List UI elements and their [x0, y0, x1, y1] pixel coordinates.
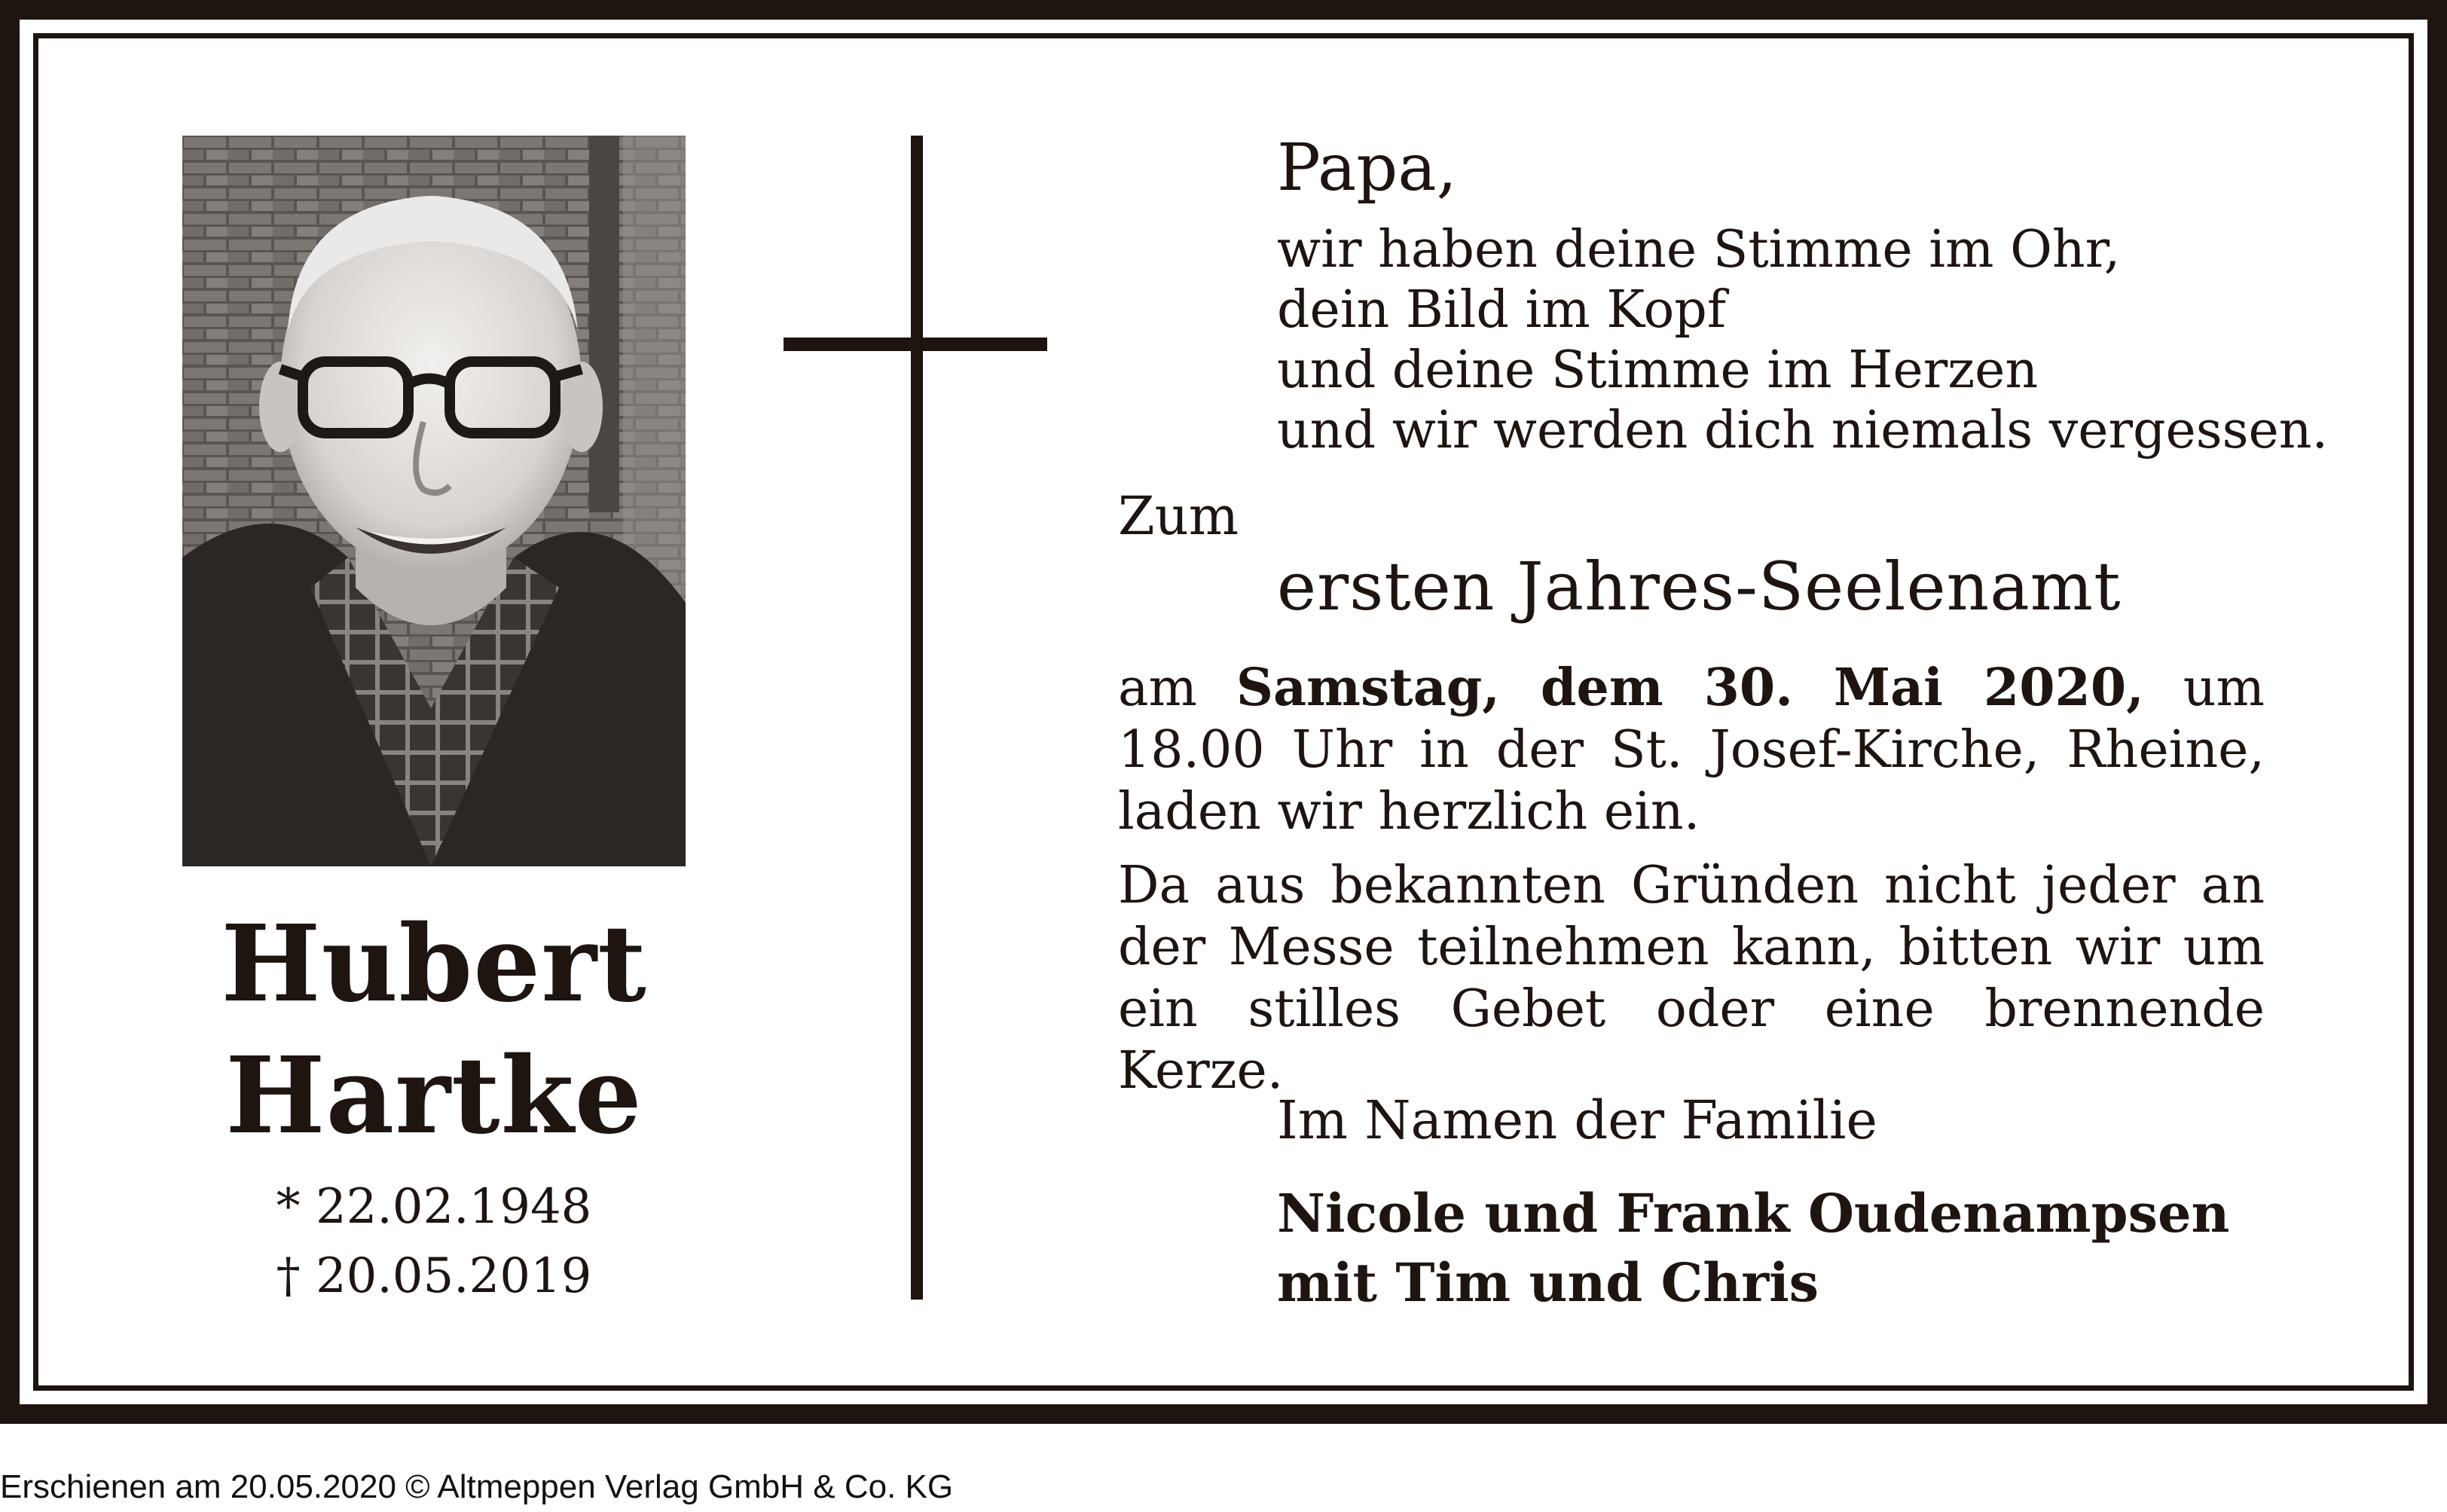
- deceased-first-name: Hubert: [221, 903, 647, 1026]
- signer-line: Nicole und Frank Oudenampsen: [1277, 1182, 2230, 1245]
- poem: [1277, 220, 2328, 461]
- invitation-prefix: am: [1118, 658, 1236, 718]
- cross-icon: [911, 136, 923, 1300]
- signers: [1277, 1179, 2229, 1318]
- poem-line: und deine Stimme im Herzen: [1277, 341, 2039, 400]
- poem-line: dein Bild im Kopf: [1277, 280, 1726, 340]
- deceased-last-name: Hartke: [225, 1034, 643, 1158]
- invitation-paragraph: [1118, 657, 2265, 843]
- family-intro: Im Namen der Familie: [1277, 1089, 1877, 1151]
- zum-label: Zum: [1118, 485, 1239, 547]
- portrait-photo: [182, 136, 686, 866]
- portrait-image: [182, 136, 686, 866]
- cross-icon-crossbar: [784, 338, 1047, 351]
- prayer-request-paragraph: Da aus bekannten Gründen nicht jeder an der Messe teilnehmen kann, bitten wir um ein stilles Gebet oder eine brennende Kerze.: [1118, 856, 2265, 1101]
- event-title: ersten Jahres-Seelenamt: [1277, 548, 2122, 625]
- invitation-details: um 18.00 Uhr in der St. Josef-Kirche, Rheine, laden wir herzlich ein.: [1118, 658, 2265, 842]
- poem-line: und wir werden dich niemals vergessen.: [1277, 401, 2329, 460]
- greeting: Papa,: [1277, 130, 1457, 206]
- publication-footer: Erschienen am 20.05.2020 © Altmeppen Verlag GmbH & Co. KG: [0, 1468, 954, 1505]
- event-date: Samstag, dem 30. Mai 2020,: [1236, 658, 2144, 718]
- poem-line: wir haben deine Stimme im Ohr,: [1277, 220, 2121, 279]
- birth-date: * 22.02.1948: [276, 1179, 592, 1235]
- death-date: † 20.05.2019: [276, 1248, 592, 1304]
- signer-line: mit Tim und Chris: [1277, 1251, 1819, 1314]
